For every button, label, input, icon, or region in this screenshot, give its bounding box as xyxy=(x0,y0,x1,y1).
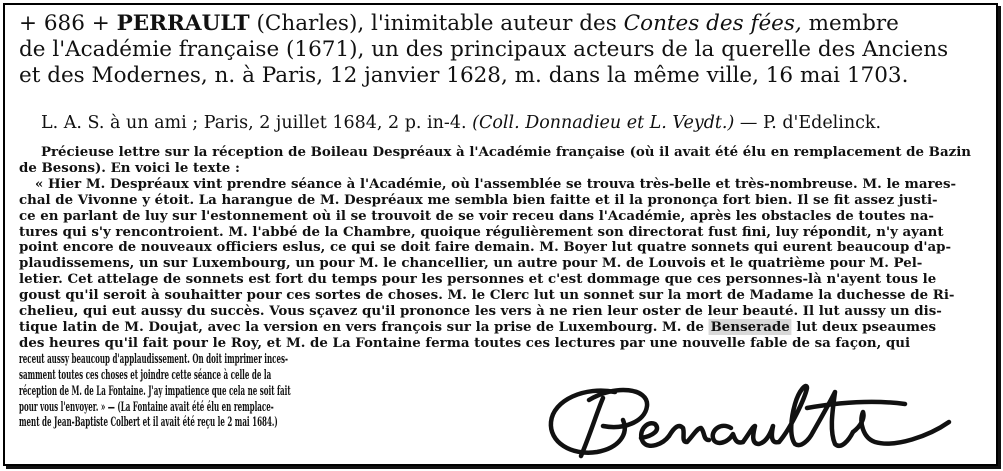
heading-line-3: et des Modernes, n. à Paris, 12 janvier 1628, m. dans la même ville, 16 mai 1703. xyxy=(19,63,909,88)
body-line: samment toutes ces choses et joindre cette séance à celle de la xyxy=(19,366,272,383)
body-line: « Hier M. Despréaux vint prendre séance à l'Académie, où l'assemblée se trouva très-belle et très-nombreuse. M. le mares- xyxy=(34,175,957,192)
entry-heading xyxy=(19,11,981,89)
collection-note: (Coll. Donnadieu et L. Veydt.) xyxy=(472,113,735,133)
body-line: pour vous l'envoyer. » — (La Fontaine avait été élu en remplace- xyxy=(19,398,274,415)
body-line: letier. Cet attelage de sonnets est fort du temps pour les personnes et c'est dommage que ces personnes-là n'ayent tous le xyxy=(19,271,937,288)
handwritten-signature xyxy=(545,378,965,466)
body-line: des heures qu'il fait pour le Roy, et M. de La Fontaine ferma toutes ces lectures par une nouvelle fable de sa façon, qui xyxy=(19,334,911,351)
body-line-text: tique latin de M. Doujat, avec la version en vers françois sur la prise de Luxembourg. M. de xyxy=(19,318,704,335)
portrait-note: — P. d'Edelinck. xyxy=(739,113,882,133)
body-line: chal de Vivonne y étoit. La harangue de M. Despréaux me sembla bien faitte et il la prononça fort bien. Il se fit assez justi- xyxy=(19,191,938,208)
heading-line-1 xyxy=(19,11,981,37)
signature-drawing xyxy=(545,378,965,466)
highlighted-word: Benserade xyxy=(710,318,790,335)
body-line-text: lut deux pseaumes xyxy=(796,318,937,335)
body-line: tures qui s'y rencontroient. M. l'abbé de la Chambre, quoique régulièrement son directorat fust fini, luy répondit, n'y ayant xyxy=(19,223,944,240)
heading-line-1-rest: membre xyxy=(808,11,899,36)
body-line: ment de Jean-Baptiste Colbert et il avait été reçu le 2 mai 1684.) xyxy=(19,414,278,431)
body-line: Précieuse lettre sur la réception de Boileau Despréaux à l'Académie française (où il avait été élu en remplacement de Bazin xyxy=(40,144,972,160)
body-line: plaudissemens, un sur Luxembourg, un pour M. le chancellier, un autre pour M. de Louvois et le quatrième pour M. Pel- xyxy=(19,255,923,272)
document-page xyxy=(3,3,998,466)
work-title: Contes des fées, xyxy=(623,11,802,36)
entry-number: + 686 + xyxy=(19,11,110,36)
body-line: de Besons). En voici le texte : xyxy=(19,159,240,176)
body-line: point encore de nouveaux officiers eslus, ce qui se doit faire demain. M. Boyer lut quatre sonnets qui eurent beaucoup d'ap- xyxy=(19,239,952,256)
summary-text: L. A. S. à un ami ; Paris, 2 juillet 1684, 2 p. in-4. xyxy=(41,113,467,133)
body-line: goust qu'il seroit à souhaitter pour ces sortes de choses. M. le Clerc lut un sonnet sur la mort de Madame la duchesse de Ri- xyxy=(19,287,955,304)
body-line: chelieu, qui eut aussy du succès. Vous sçavez qu'il prononce les vers à ne rien leur oster de leur beauté. Il lut aussy un dis- xyxy=(19,303,942,320)
heading-line-2: de l'Académie française (1671), un des principaux acteurs de la querelle des Anciens xyxy=(19,37,949,62)
author-name: PERRAULT xyxy=(116,11,250,36)
body-line: réception de M. de La Fontaine. J'ay impatience que cela ne soit fait xyxy=(19,382,291,399)
body-line: ce en parlant de luy sur l'estonnement où il se trouvoit de se voir receu dans l'Académie, après les obstacles de toutes na- xyxy=(19,207,934,224)
letter-summary xyxy=(41,112,881,134)
body-line: receut aussy beaucoup d'applaudissement. On doit imprimer inces- xyxy=(19,350,288,367)
body-line xyxy=(19,320,977,336)
author-given-name: (Charles), l'inimitable auteur des xyxy=(256,11,617,36)
